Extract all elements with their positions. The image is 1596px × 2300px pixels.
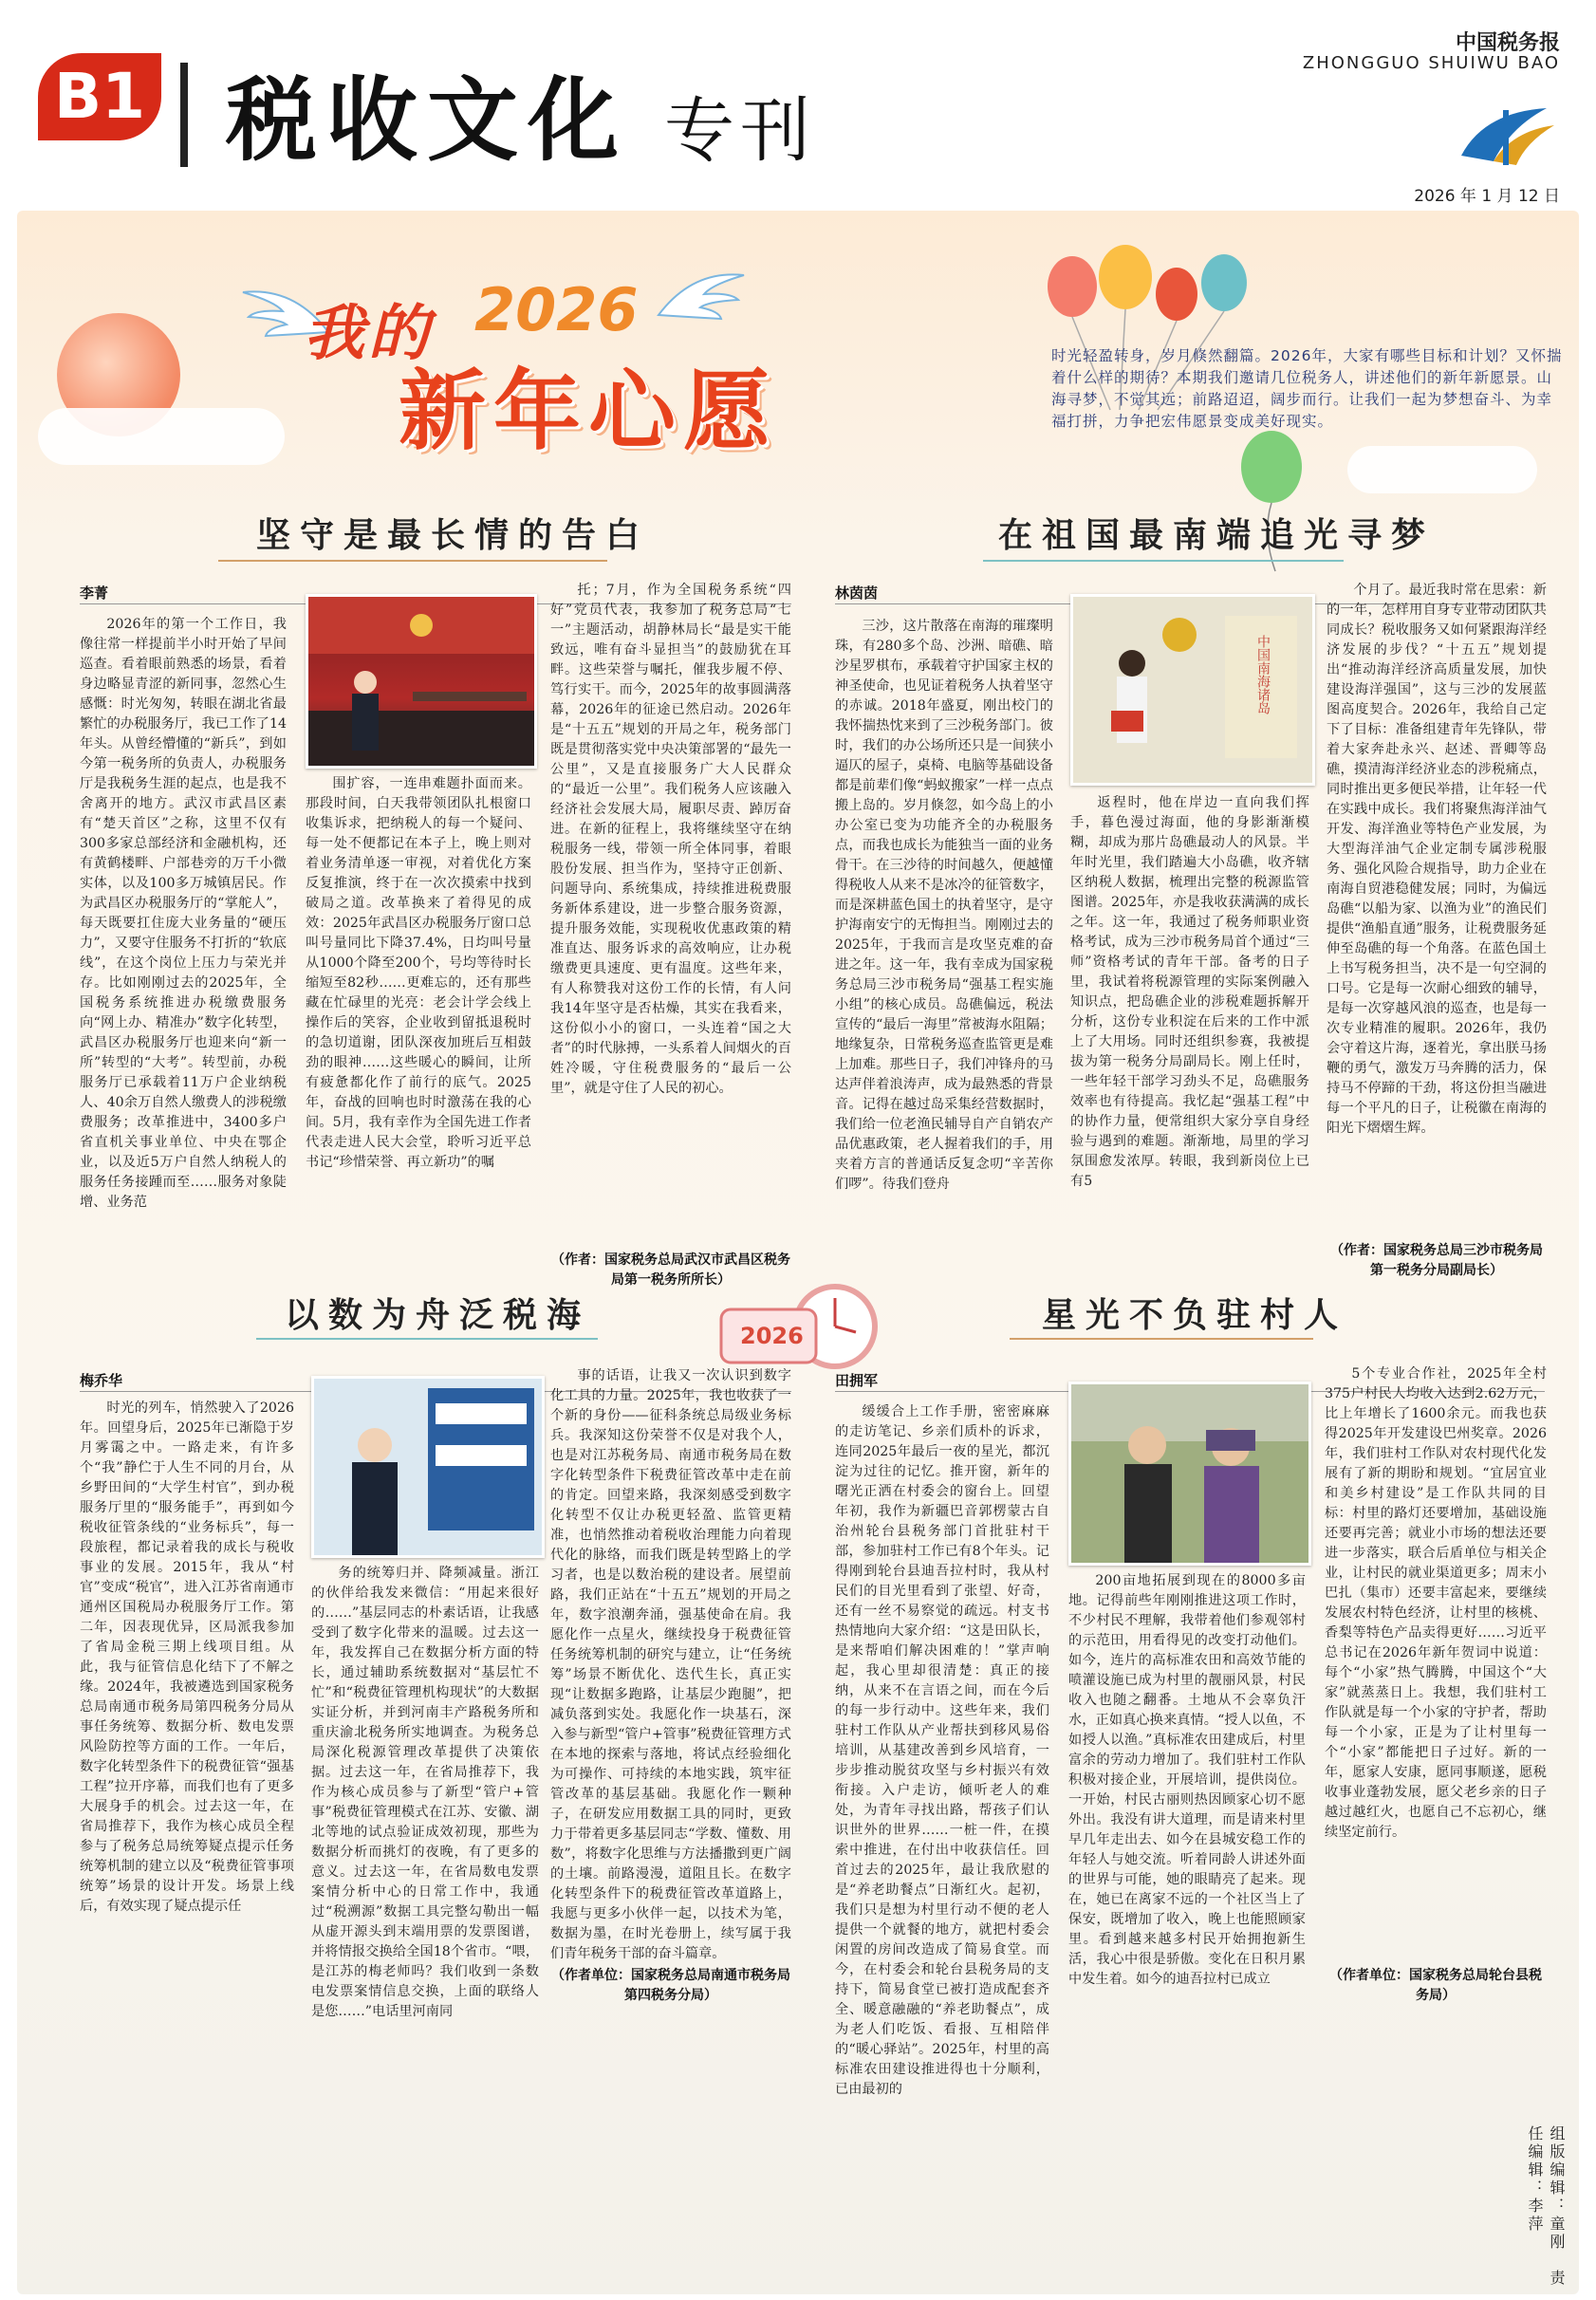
author-name: 李菁 — [80, 584, 109, 602]
map-label: 中国南海诸岛 — [1255, 635, 1271, 714]
presenter-photo-icon — [314, 1379, 542, 1555]
title-underline — [1010, 1338, 1313, 1340]
article-column: 围扩容，一连串难题扑面而来。那段时间，白天我带领团队扎根窗口收集诉求，把纳税人的每一个疑问、每一处不便都记在本子上，晚上则对着业务清单逐一审视，对着优化方案反复推演，终于在一次次摸索中找到破局之道。改革换来了着得见的成效：2025年武昌区办税服务厅窗口总叫号量同比下降37.4%，日均叫号量从1000个降至200个，号均等待时长缩短至82秒……更难忘的，还有那些藏在忙碌里的光亮：老会计学会线上操作后的笑容，企业收到留抵退税时的急切道谢，团队深夜加班后互相鼓劲的眼神……这些暖心的瞬间，让所有疲惫都化作了前行的底气。2025年，奋战的回响也时时激荡在我的心间。5月，我有幸作为全国先进工作者代表走进人民大会堂，聆听习近平总书记“珍惜荣誉、再立新功”的嘱 — [306, 776, 531, 1170]
author-signature: （作者：国家税务总局三沙市税务局第一税务分局副局长） — [1330, 1243, 1543, 1278]
issue-date: 2026 年 1 月 12 日 — [1414, 187, 1560, 206]
section-title: 税收文化 — [226, 67, 628, 174]
article-column: 事的话语，让我又一次认识到数字化工具的力量。2025年，我也收获了一个新的身份——征科条统总局级业务标兵。我深知这份荣誉不仅是对我个人，也是对江苏税务局、南通市税务局在数字化转型条件下税费征管改革中走在前的肯定。回望来路，我深刻感受到数字化转型不仅让办税更轻盈、监管更精准，也悄然推动着税收治理能力向着现代化的脉络，而我们既是转型路上的学习者，也是以数治税的建设者。展望前路，我们正站在“十五五”规划的开局之年，数字浪潮奔涌，强基使命在肩。我愿化作一点星火，继续投身于税费征管任务统筹机制的研究与建立，让“任务统筹”场景不断优化、迭代生长，真正实现“让数据多跑路，让基层少跑腿”，把减负落到实处。我愿化作一块基石，深入参与新型“管户+管事”税费征管理方式在本地的探索与落地，将试点经验细化为可操作、可持续的本地实践，筑牢征管改革的基层基础。我愿化作一颗种子，在研发应用数据工具的同时，更致力于带着更多基层同志“学数、懂数、用数”，将数字化思维与方法播撒到更广阔的土壤。前路漫漫，道阻且长。在数字化转型条件下的税费征管改革道路上，我愿与更多小伙伴一起，以技术为笔，数据为墨，在时光卷册上，续写属于我们青年税务干部的奋斗篇章。 — [550, 1368, 791, 1961]
author-name: 梅乔华 — [80, 1372, 123, 1389]
author-name: 林茵茵 — [835, 584, 879, 602]
article-column: 时光的列车，悄然驶入了2026年。回望身后，2025年已渐隐于岁月雾霭之中。一路走来，有许多个“我”静伫于人生不同的月台，从乡野田间的“大学生村官”，到办税服务厅里的“服务能手”，再到如今税收征管条线的“业务标兵”，每一段旅程，都记录着我的成长与税收事业的发展。2015年，我从“村官”变成“税官”，进入江苏省南通市通州区国税局办税服务厅工作。第二年，因表现优异，区局派我参加了省局金税三期上线项目组。从此，我与征管信息化结下了不解之缘。2024年，我被遴选到国家税务总局南通市税务局第四税务分局从事任务统筹、数据分析、数电发票风险防控等方面的工作。一年后，数字化转型条件下的税费征管“强基工程”拉开序幕，而我们也有了更多大展身手的机会。过去这一年，在省局推荐下，我作为核心成员全程参与了税务总局统筹疑点提示任务统筹机制的建立以及“税费征管事项统筹”场景的设计开发。场景上线后，有效实现了疑点提示任 — [80, 1400, 294, 1914]
article-photo — [306, 594, 537, 769]
article-column: 2026年的第一个工作日，我像往常一样提前半小时开始了早间巡查。看着眼前熟悉的场景，看着身边略显青涩的新同事，忽然心生感慨：时光匆匆，转眼在湖北省最繁忙的办税服务厅，我已工作了14年头。从曾经懵懂的“新兵”，到如今第一税务所的负责人，办税服务厅是我税务生涯的起点，也是我不舍离开的地方。武汉市武昌区素有“楚天首区”之称，这里不仅有300多家总部经济和金融机构，还有黄鹤楼畔、户部巷旁的万千小微实体，以及100多万城镇居民。作为武昌区办税服务厅的“掌舵人”，每天既要扛住庞大业务量的“硬压力”，又要守住服务不打折的“软底线”，在这个岗位上压力与荣光并存。比如刚刚过去的2025年，全国税务系统推进办税缴费服务向“网上办、精准办”数字化转型，武昌区办税服务厅也迎来向“新一所”转型的“大考”。转型前，办税服务厅已承载着11万户企业纳税人、40余万自然人缴费人的涉税缴费服务；改革推进中，3400多户省直机关事业单位、中央在鄂企业，以及近5万户自然人纳税人的服务任务接踵而至……服务对象陡增、业务范 — [80, 617, 287, 1210]
title-underline — [218, 560, 607, 562]
article-column: 缓缓合上工作手册，密密麻麻的走访笔记、乡亲们质朴的诉求，连同2025年最后一夜的星光，都沉淀为过往的记忆。推开窗，新年的曙光正洒在村委会的窗台上。回望年初，我作为新疆巴音郭楞蒙古自治州轮台县税务部门首批驻村干部，参加驻村工作已有8个年头。记得刚到轮台县迪吾拉村时，我从村民们的目光里看到了张望、好奇，还有一丝不易察觉的疏远。村支书热情地向大家介绍：“这是田队长，是来帮咱们解决困难的！”掌声响起，我心里却很清楚：真正的接纳，从来不在言语之间，而在今后的每一步行动中。这些年来，我们驻村工作队从产业帮扶到移风易俗培训，从基建改善到乡风培育，一步步推动脱贫攻坚与乡村振兴有效衔接。入户走访，倾听老人的难处，为青年寻找出路，帮孩子们认识世外的世界……一桩一件，在摸索中推进，在付出中收获信任。回首过去的2025年，最让我欣慰的是“养老助餐点”日渐红火。起初，我们只是想为村里行动不便的老人提供一个就餐的地方，就把村委会闲置的房间改造成了简易食堂。而今，在村委会和轮台县税务局的支持下，简易食堂已被打造成配套齐全、暖意融融的“养老助餐点”，成为老人们吃饭、看报、互相陪伴的“暖心驿站”。2025年，村里的高标准农田建设推进得也十分顺利，已由最初的 — [835, 1404, 1049, 2097]
article-title: 坚守是最长情的告白 — [256, 516, 650, 555]
paper-name-cn: 中国税务报 — [1455, 30, 1560, 55]
author-signature: （作者：国家税务总局武汉市武昌区税务局第一税务所所长） — [551, 1252, 790, 1288]
author-name: 田拥军 — [835, 1372, 879, 1389]
speaker-photo-icon — [308, 597, 534, 766]
calendar-decoration — [702, 1271, 892, 1376]
article-column: 三沙，这片散落在南海的璀璨明珠，有280多个岛、沙洲、暗礁、暗沙星罗棋布，承载着守护国家主权的神圣使命，也见证着税务人执着坚守的赤诚。2018年盛夏，刚出校门的我怀揣热忱来到了三沙税务部门。彼时，我们的办公场所还只是一间狭小逼仄的屋子，桌椅、电脑等基础设备都是前辈们像“蚂蚁搬家”一样一点点搬上岛的。岁月倏忽，如今岛上的小办公室已变为功能齐全的办税服务点，而我也成长为能独当一面的业务骨干。在三沙待的时间越久，便越懂得税收人从来不是冰冷的征管数字，而是深耕蓝色国土的执着坚守，是守护海南安宁的无悔担当。刚刚过去的2025年，于我而言是攻坚克难的奋进之年。这一年，我有幸成为国家税务总局三沙市税务局“强基工程实施小组”的核心成员。岛礁偏远，税法宣传的“最后一海里”常被海水阻隔；地缘复杂，日常税务巡查监管更是难上加难。那些日子，我们冲锋舟的马达声伴着浪涛声，成为最熟悉的背景音。记得在越过岛采集经营数据时，我们给一位老渔民辅导自产自销农产品优惠政策，老人握着我们的手，用夹着方言的普通话反复念叨“辛苦你们啰”。待我们登舟 — [835, 619, 1053, 1192]
masthead-divider — [180, 63, 188, 167]
wing-icon — [655, 268, 750, 325]
editor-credits: 组版编辑：童刚 责任编辑：李萍 — [1526, 2125, 1566, 2288]
calendar-year: 2026 — [740, 1323, 804, 1349]
feature-intro: 时光轻盈转身，岁月倏然翻篇。2026年，大家有哪些目标和计划？又怀揣着什么样的期待？本期我们邀请几位税务人，讲述他们的新年新愿景。山海寻梦，不觉其远；前路迢迢，阔步而行。让我们一起为梦想奋斗、为幸福打拼，力争把宏伟愿景变成美好现实。 — [1051, 347, 1563, 430]
hero-title: 新年心愿 — [399, 361, 779, 462]
article-title: 星光不负驻村人 — [1042, 1296, 1348, 1335]
article-column: 务的统筹归并、降频减量。浙江的伙伴给我发来微信：“用起来很好的……”基层同志的朴素话语，让我感受到了数字化带来的温暖。过去这一年，我发挥自己在数据分析方面的特长，通过辅助系统数据对“基层忙不忙”和“税费征管理机构现状”的大数据实证分析，并到河南丰产路税务所和重庆渝北税务所实地调查。为税务总局深化税源管理改革提供了决策依据。过去这一年，在省局推荐下，我作为核心成员参与了新型“管户+管事”税费征管理模式在江苏、安徽、湖北等地的试点验证成效初现，那些为数据分析而挑灯的夜晚，有了更多的意义。过去这一年，在省局数电发票案情分析中心的日常工作中，我通过“税溯源”数据工具完整勾勒出一幅从虚开源头到末端用票的发票图谱，并将情报交换给全国18个省市。“喂，是江苏的梅老师吗？我们收到一条数电发票案情信息交换，上面的联络人是您……”电话里河南同 — [311, 1566, 539, 2019]
article-column: 托；7月，作为全国税务系统“四好”党员代表，我参加了税务总局“七一”主题活动，胡静林局长“最是实干能致远，唯有奋斗显担当”的鼓励犹在耳畔。这些荣誉与嘱托，催我步履不停、笃行实干。而今，2025年的故事圆满落幕，2026年的征途已然启动。2026年是“十五五”规划的开局之年，税务部门既是贯彻落实党中央决策部署的“最先一公里”，又是直接服务广大人民群众的“最近一公里”。我们税务人应该融入经济社会发展大局，履职尽责、踔厉奋进。在新的征程上，我将继续坚守在纳税服务一线，带领一所全体同事，着眼股份发展、担当作为，坚持守正创新、问题导向、系统集成，持续推进税费服务新体系建设，进一步整合服务资源，提升服务效能，实现税收优惠政策的精准直达、服务诉求的高效响应，让办税缴费更具速度、更有温度。这些年来，有人称赞我对这份工作的长情，有人问我14年坚守是否枯燥，其实在我看来，这份似小小的窗口，一头连着“国之大者”的时代脉搏，一头系着人间烟火的百姓冷暖，守住税费服务的“最后一公里”，就是守住了人民的初心。 — [550, 583, 791, 1096]
page-badge: B1 — [38, 53, 161, 140]
article-column: 返程时，他在岸边一直向我们挥手，暮色漫过海面，他的身影渐渐模糊，却成为那片岛礁最动人的风景。半年时光里，我们踏遍大小岛礁，收齐辖区纳税人数据，梳理出完整的税源监管图谱。2025年，亦是我收获满满的成长之年。这一年，我通过了税务师职业资格考试，成为三沙市税务局首个通过“三师”资格考试的青年干部。备考的日子里，我试着将税源管理的实际案例融入知识点，把岛礁企业的涉税难题拆解开分析，这份专业积淀在后来的工作中派上了大用场。同时还组织参赛，我被提拔为第一税务分局副局长。刚上任时，一些年轻干部学习劲头不足，岛礁服务效率也有待提高。我忆起“强基工程”中的协作力量，便常组织大家分享自身经验与遇到的难题。渐渐地，局里的学习氛围愈发浓厚。转眼，我到新岗位上已有5 — [1070, 795, 1309, 1189]
map-photo-icon — [1073, 597, 1312, 783]
village-photo-icon — [1071, 1384, 1308, 1563]
hero-line1: 我的 — [304, 299, 433, 369]
section-subtitle: 专刊 — [664, 90, 816, 172]
article-photo — [311, 1376, 545, 1558]
article-title: 在祖国最南端追光寻梦 — [998, 516, 1436, 555]
article-column: 200亩地拓展到现在的8000多亩地。记得前些年刚刚推进这项工作时，不少村民不理解，我带着他们参观邻村的示范田，用看得见的改变打动他们。如今，连片的高标准农田和高效节能的喷灌设施已成为村里的靓丽风景，村民收入也随之翻番。土地从不会辜负汗水，正如真心换来真情。“授人以鱼，不如授人以渔。”真标准农田建成后，村里富余的劳动力增加了。我们驻村工作队积极对接企业，开展培训，提供岗位。一开始，村民古丽则热因顾家心切不愿外出。我没有讲大道理，而是请来村里早几年走出去、如今在县城安稳工作的年轻人与她交流。听着同龄人讲述外面的世界与可能，她的眼睛亮了起来。现在，她已在离家不远的一个社区当上了保安，既增加了收入，晚上也能照顾家里。看到越来越多村民开始拥抱新生活，我心中很是骄傲。变化在日积月累中发生着。如今的迪吾拉村已成立 — [1068, 1573, 1306, 1987]
paper-name-en: ZHONGGUO SHUIWU BAO — [1302, 53, 1560, 73]
title-underline — [983, 560, 1344, 562]
article-photo — [1068, 1382, 1311, 1566]
tax-logo-icon — [1456, 99, 1560, 171]
title-underline — [256, 1338, 598, 1340]
article-column: 个月了。最近我时常在思索：新的一年，怎样用自身专业带动团队共同成长？税收服务又如何紧跟海洋经济发展的步伐？“十五五”规划提出“推动海洋经济高质量发展，加快建设海洋强国”，这与三沙的发展蓝图高度契合。2026年，我给自己定下了目标：准备组建青年先锋队，带着大家奔赴永兴、赵述、晋卿等岛礁，摸清海洋经济业态的涉税痛点，同时推出更多便民举措，让年轻一代在实践中成长。我们将聚焦海洋油气开发、海洋渔业等特色产业发展，为大型海洋油气企业定制专属涉税服务、强化风险合规指导，助力企业在南海自贸港稳健发展；同时，为偏远岛礁“以船为家、以渔为业”的渔民们提供“渔船直通”服务，让税费服务延伸至岛礁的每一个角落。在蓝色国土上书写税务担当，决不是一句空洞的口号。它是每一次耐心细致的辅导，是每一次穿越风浪的巡查，也是每一次专业精准的履职。2026年，我仍会守着这片海，逐着光，拿出朕马扬鞭的勇气，激发万马奔腾的活力，保持马不停蹄的干劲，将这份担当融进每一个平凡的日子，让税徽在南海的阳光下熠熠生辉。 — [1327, 583, 1547, 1136]
article-photo — [1070, 594, 1315, 786]
article-column: 5个专业合作社，2025年全村375户村民人均收入达到2.62万元，比上年增长了1600余元。而我也获得2025年开发建设巴州奖章。2026年，我们驻村工作队对农村现代化发展有了新的期盼和规划。“宜居宜业和美乡村建设”是工作队共同的目标：村里的路灯还要增加，基础设施还要再完善；就业小市场的想法还要进一步落实，联合后盾单位与相关企业，让村民的就业渠道更多；周末小巴扎（集市）还要丰富起来，要继续发展农村特色经济，让村里的核桃、香梨等特色产品卖得更好……习近平总书记在2026年新年贺词中说道：每个“小家”热气腾腾，中国这个“大家”就蒸蒸日上。我想，我们驻村工作队就是每一个小家的守护者，帮助每一个小家，正是为了让村里每一个“小家”都能把日子过好。新的一年，愿家人安康，愿同事顺遂，愿税收事业蓬勃发展，愿父老乡亲的日子越过越红火，也愿自己不忘初心，继续坚定前行。 — [1325, 1366, 1547, 1840]
author-signature: （作者单位：国家税务总局南通市税务局第四税务分局） — [551, 1968, 790, 2003]
hero-year: 2026 — [474, 275, 639, 344]
masthead — [0, 0, 1596, 209]
author-signature: （作者单位：国家税务总局轮台县税务局） — [1329, 1968, 1542, 2003]
cloud-decoration — [1347, 446, 1537, 493]
cloud-decoration — [38, 408, 285, 465]
article-title: 以数为舟泛税海 — [285, 1296, 591, 1335]
